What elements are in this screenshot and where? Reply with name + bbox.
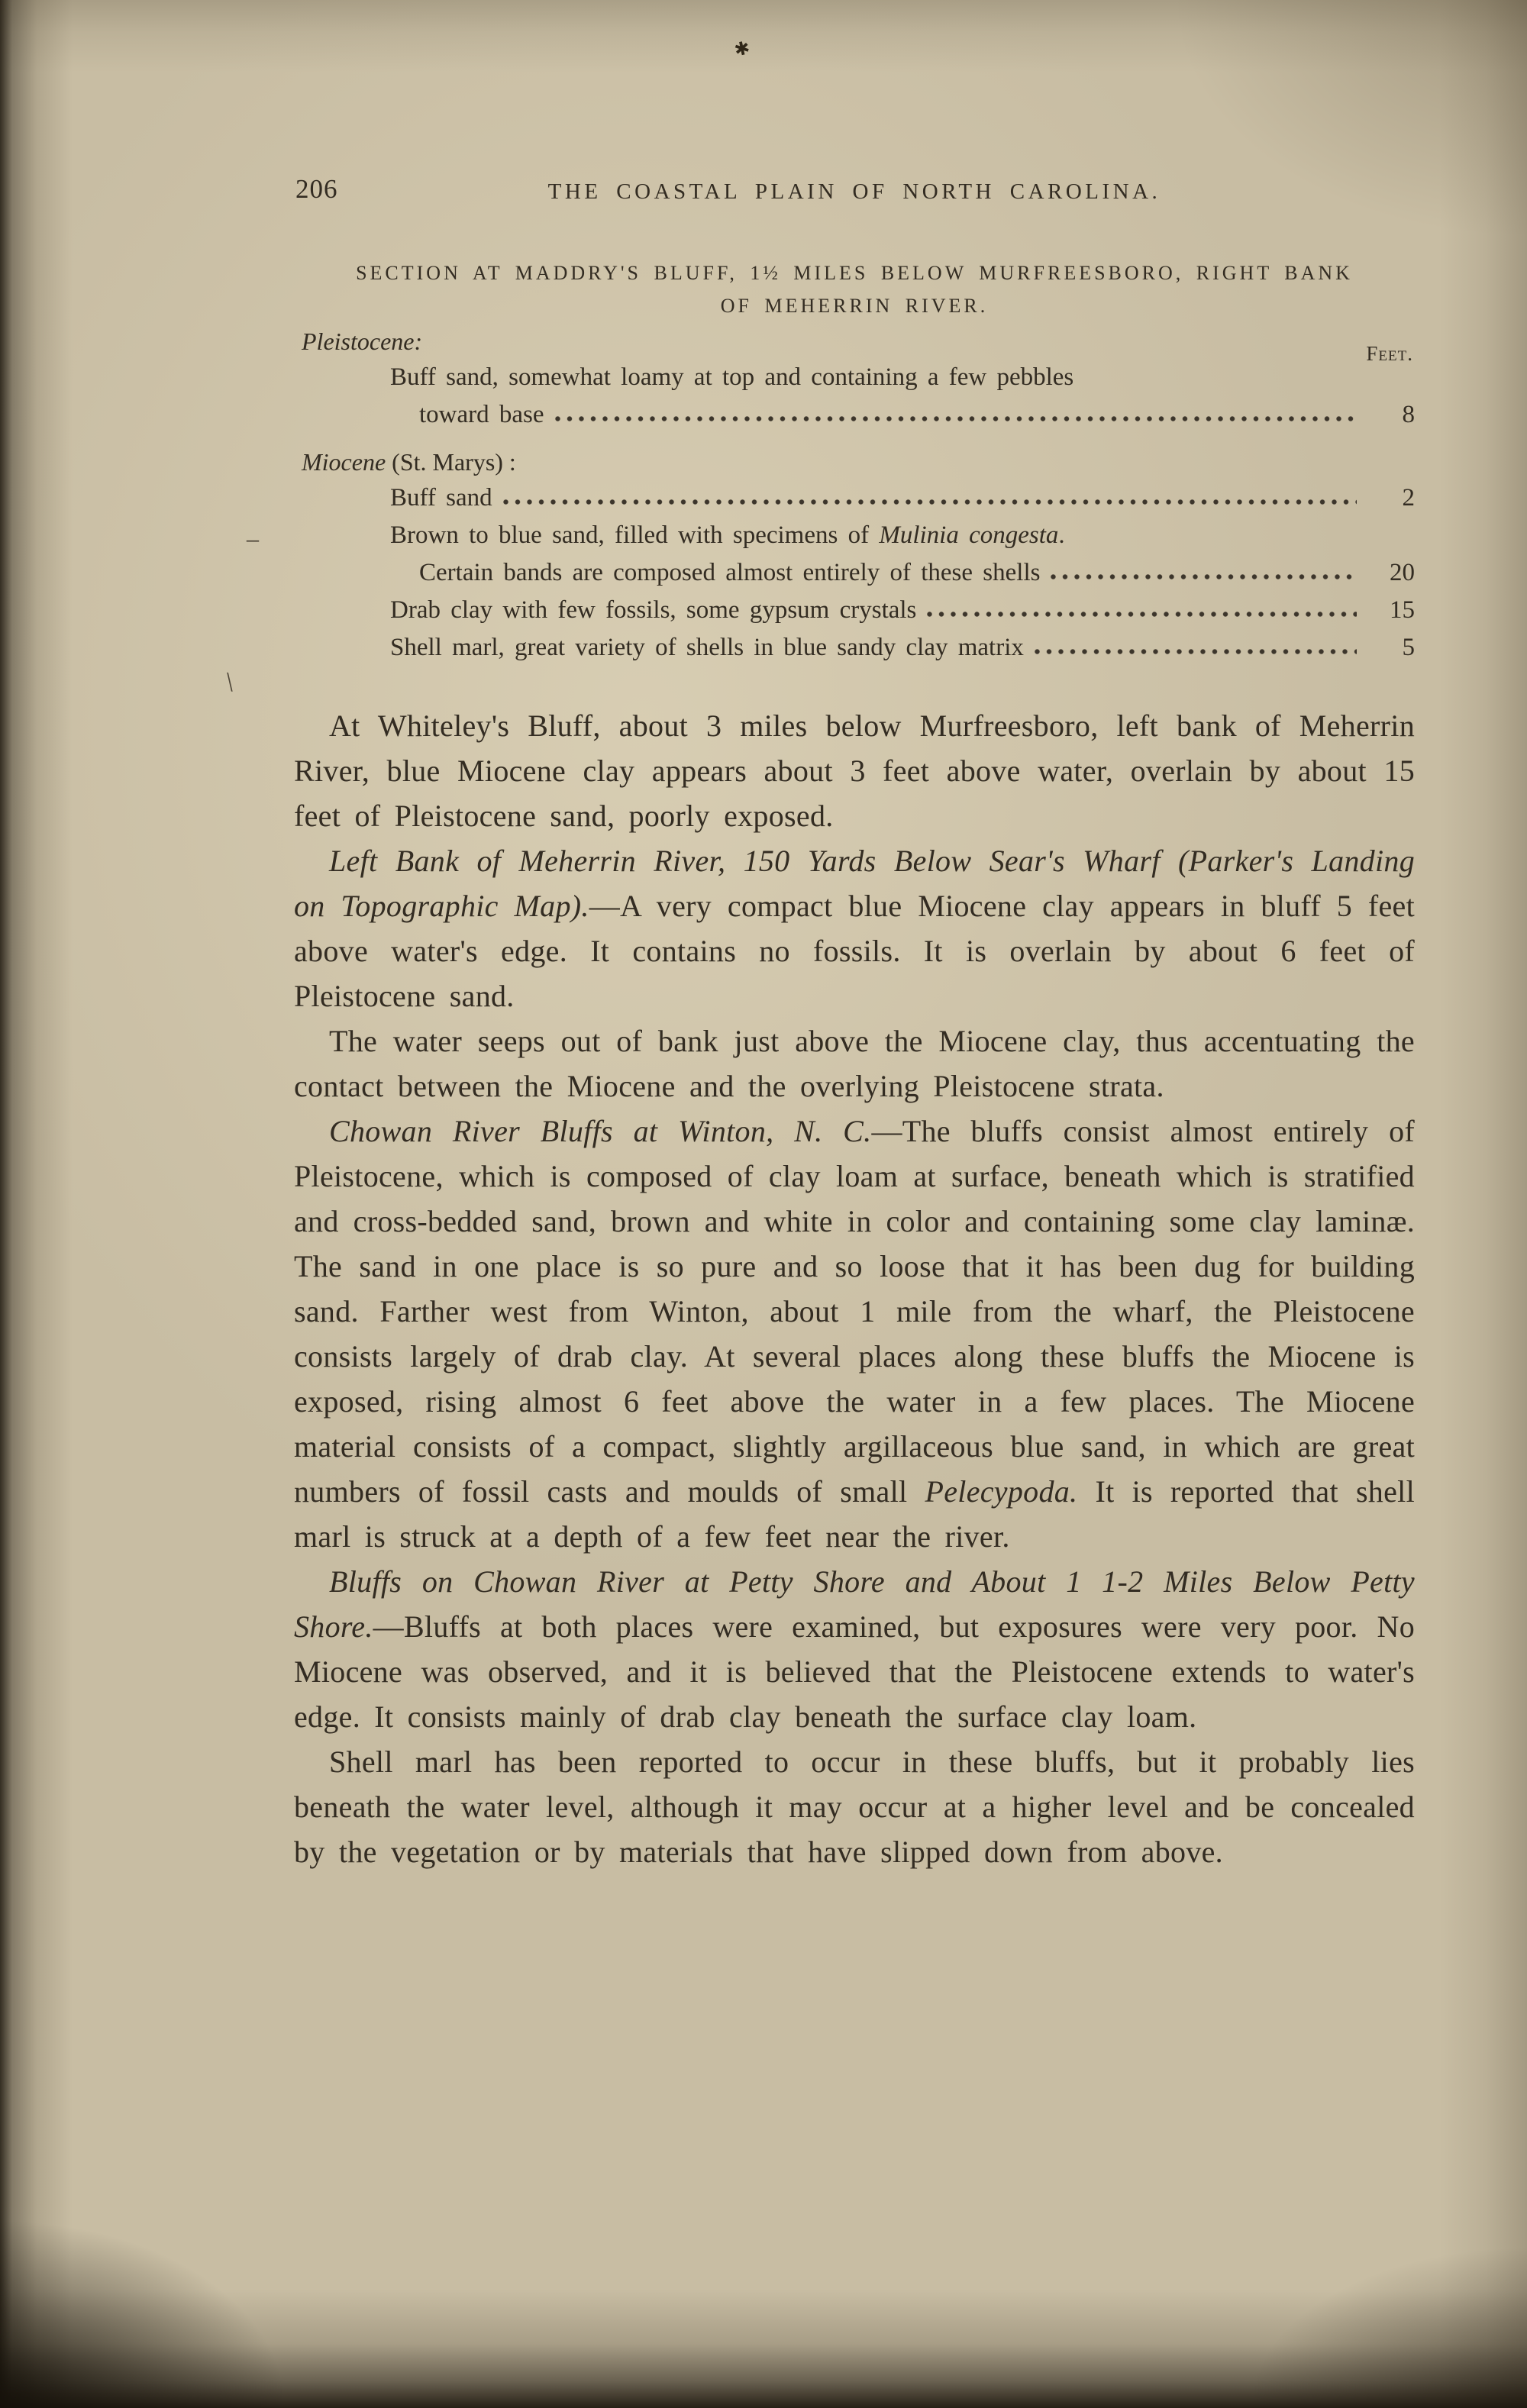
text-run: toward base (419, 401, 544, 428)
measured-text (390, 629, 1024, 667)
text-run: —The bluffs consist almost entirely of Pleistocene, which is composed of clay loam at surface, beneath which is stratified and cross-bedded sand, brown and white in color and containing some clay laminæ. The sand in one place is so pure and so loose that it has been dug for building sand. Farther west from Winton, about 1 mile from the wharf, the Pleistocene consists largely of drab clay. At several places along these bluffs the Miocene is exposed, rising almost 6 feet above the water in a few places. The Miocene material consists of a compact, slightly argillaceous blue sand, in which are great numbers of fossil casts and moulds of small (294, 1114, 1415, 1509)
measured-item (294, 479, 1415, 517)
text-run: Drab clay with few fossils, some gypsum crystals (390, 596, 917, 624)
running-head (294, 174, 1415, 209)
text-run: Mulinia congesta (879, 521, 1059, 549)
measured-line (390, 554, 1415, 592)
ink-mark-artifact: ✱ (732, 38, 752, 61)
stratum-group-label (294, 324, 1415, 359)
measured-group (294, 324, 1415, 434)
text-run: The water seeps out of bank just above the Miocene clay, thus accentuating the contact between the Miocene and the overlying Pleistocene strata. (294, 1024, 1415, 1103)
text-run: At Whiteley's Bluff, about 3 miles below Murfreesboro, left bank of Meherrin River, blue Miocene clay appears about 3 feet above water, overlain by about 15 feet of Pleistocene sand, poorly exposed. (294, 709, 1415, 833)
measured-text (419, 554, 1040, 592)
text-run: Shell marl has been reported to occur in these bluffs, but it probably lies beneath the water level, although it may occur at a higher level and be concealed by the vegetation or by materials that have slipped down from above. (294, 1745, 1415, 1869)
section-heading-line2: OF MEHERRIN RIVER. (720, 295, 989, 317)
measured-line (390, 517, 1415, 554)
measured-text (419, 396, 544, 434)
page-number: 206 (295, 174, 338, 204)
measured-line (390, 479, 1415, 517)
feet-value: 2 (1402, 484, 1415, 512)
feet-value: 15 (1390, 596, 1415, 624)
text-run: —A very compact blue Miocene clay appears in bluff 5 feet above water's edge. It contains no fossils. It is overlain by about 6 feet of Pleistocene sand. (294, 889, 1415, 1013)
measured-groups (247, 324, 1415, 667)
text-run: Chowan River Bluffs at Winton, N. C. (329, 1114, 872, 1148)
measured-text (390, 592, 916, 629)
dot-leader (555, 415, 1357, 422)
measured-line (390, 359, 1415, 396)
feet-value: 20 (1390, 559, 1415, 586)
text-run: . (1058, 521, 1065, 549)
feet-column-label: Feet. (1366, 342, 1413, 365)
section-heading-line1: SECTION AT MADDRY'S BLUFF, 1½ MILES BELOW MURFREESBORO, RIGHT BANK (356, 262, 1353, 284)
text-run: Certain bands are composed almost entirely of these shells (419, 559, 1041, 586)
measured-item (294, 629, 1415, 667)
measured-item (294, 592, 1415, 629)
dot-leader (927, 611, 1357, 618)
dot-leader (1035, 648, 1357, 655)
text-run: It is reported that shell marl is struck at a depth of a few feet near the river. (294, 1474, 1415, 1554)
body-paragraph (294, 838, 1415, 1018)
text-run: Brown to blue sand, filled with specimens of (390, 521, 880, 549)
measured-line (390, 592, 1415, 629)
dot-leader (503, 499, 1357, 505)
stratum-group-label (294, 444, 1415, 479)
margin-dash-artifact: – (247, 525, 259, 552)
pencil-mark-artifact: \ (224, 666, 236, 698)
measured-group (247, 444, 1415, 667)
feet-value: 5 (1402, 634, 1415, 661)
measured-line (390, 629, 1415, 667)
dot-leader (1051, 573, 1357, 580)
body-paragraph (294, 1559, 1415, 1739)
measured-item (247, 517, 1415, 592)
text-run: Left Bank of Meherrin River, 150 Yards Below Sear's Wharf (Parker's Landing on Topographic Map). (294, 844, 1415, 923)
text-run: Buff sand, somewhat loamy at top and containing a few pebbles (390, 363, 1074, 391)
body-paragraph (294, 703, 1415, 838)
text-run: —Bluffs at both places were examined, but exposures were very poor. No Miocene was observed, and it is believed that the Pleistocene extends to water's edge. It consists mainly of drab clay beneath the surface clay loam. (294, 1609, 1415, 1734)
running-title: THE COASTAL PLAIN OF NORTH CAROLINA. (547, 179, 1161, 204)
text-run: Pleistocene: (302, 328, 423, 355)
paragraphs (294, 703, 1415, 1874)
text-run: (St. Marys) : (386, 448, 516, 476)
feet-value: 8 (1402, 401, 1415, 428)
section-heading (294, 257, 1415, 322)
text-run: Miocene (302, 448, 386, 476)
text-run: Shell marl, great variety of shells in blue sandy clay matrix (390, 634, 1024, 661)
text-run: Buff sand (390, 484, 492, 512)
page-content (247, 174, 1415, 1874)
body-paragraph (294, 1018, 1415, 1109)
text-run: Pelecypoda. (925, 1474, 1078, 1509)
body-paragraph (294, 1739, 1415, 1874)
measured-item (294, 359, 1415, 434)
text-run: Bluffs on Chowan River at Petty Shore and About 1 1-2 Miles Below Petty Shore. (294, 1564, 1415, 1644)
measured-section (247, 257, 1415, 667)
measured-line (390, 396, 1415, 434)
body-paragraph (294, 1109, 1415, 1559)
measured-text (390, 479, 492, 517)
